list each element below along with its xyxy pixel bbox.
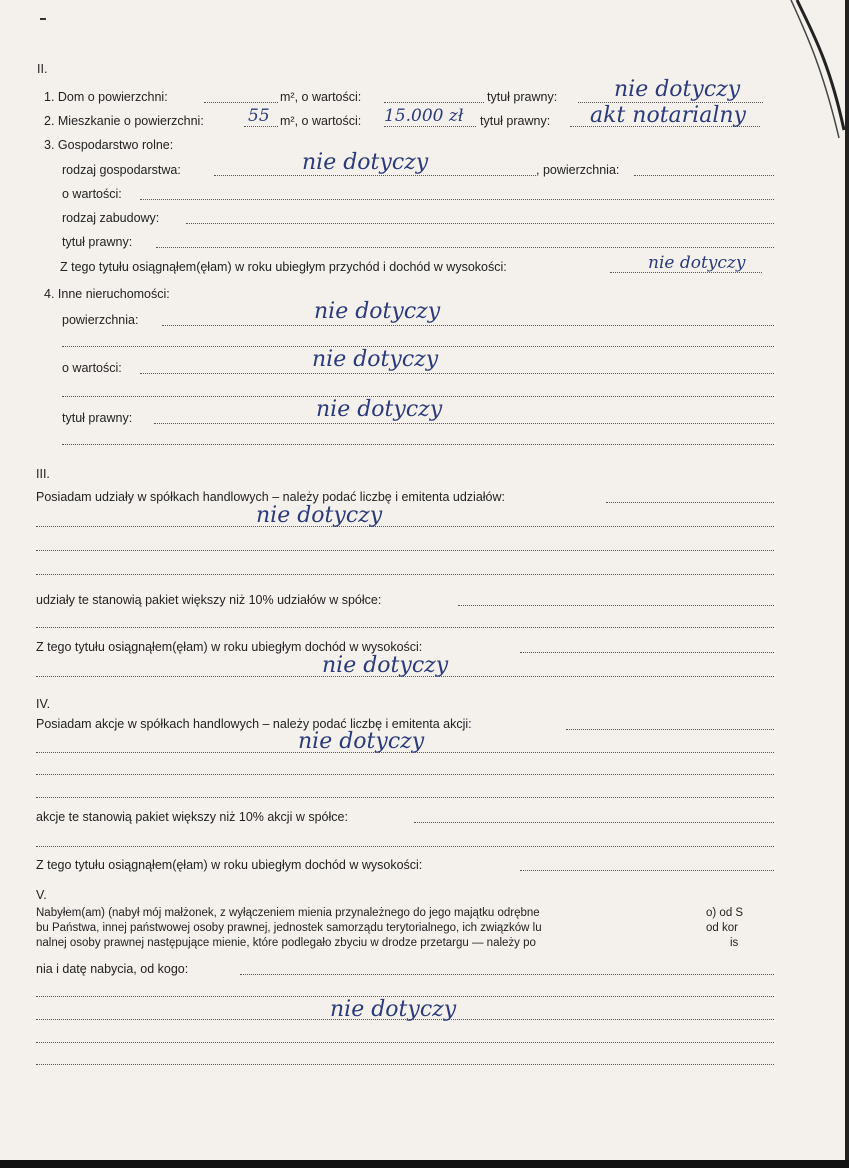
section-3-heading: III. — [36, 467, 50, 481]
house-value-label: m², o wartości: — [280, 90, 362, 104]
scan-right-border — [845, 0, 849, 1168]
shares-handwriting: nie dotyczy — [256, 503, 383, 528]
stocks-field-4[interactable] — [36, 797, 774, 798]
farm-income-label: Z tego tytułu osiągnąłem(ęłam) w roku ubiegłym przychód i dochód w wysokości: — [60, 260, 507, 274]
flat-title-label: tytuł prawny: — [480, 114, 551, 128]
other-title-handwriting: nie dotyczy — [316, 397, 443, 422]
farm-type-handwriting: nie dotyczy — [302, 150, 429, 175]
shares-field-4[interactable] — [36, 574, 774, 575]
flat-area-handwriting: 55 — [248, 106, 270, 126]
farm-build-label: rodzaj zabudowy: — [62, 211, 160, 225]
shares-label: Posiadam udziały w spółkach handlowych – należy podać liczbę i emitenta udziałów: — [36, 490, 506, 504]
other-property-label: 4. Inne nieruchomości: — [44, 287, 170, 301]
shares-income-label: Z tego tytułu osiągnąłem(ęłam) w roku ubiegłym dochód w wysokości: — [36, 640, 423, 654]
stocks-income-field[interactable] — [520, 870, 774, 871]
farm-value-label: o wartości: — [62, 187, 122, 201]
flat-area-label: 2. Mieszkanie o powierzchni: — [44, 114, 204, 128]
flat-value-label: m², o wartości: — [280, 114, 362, 128]
acquisition-field[interactable] — [240, 974, 774, 975]
house-area-label: 1. Dom o powierzchni: — [44, 90, 168, 104]
section-4-heading: IV. — [36, 697, 51, 711]
shares-field-3[interactable] — [36, 550, 774, 551]
stocks-label: Posiadam akcje w spółkach handlowych – należy podać liczbę i emitenta akcji: — [36, 717, 472, 731]
flat-value-handwriting: 15.000 zł — [384, 106, 464, 126]
other-area-label: powierzchnia: — [62, 313, 139, 327]
acquisition-text-line-2-end: od kor — [706, 922, 738, 934]
scan-mark — [40, 18, 46, 20]
acquisition-handwriting: nie dotyczy — [330, 997, 457, 1022]
stocks-handwriting: nie dotyczy — [298, 729, 425, 754]
scan-bottom-border — [0, 1160, 849, 1168]
shares-income-field-2[interactable] — [36, 676, 774, 677]
house-title-handwriting: nie dotyczy — [614, 77, 741, 102]
section-2-heading: II. — [37, 62, 48, 76]
acquisition-field-5[interactable] — [36, 1064, 774, 1065]
acquisition-text-line-1-end: o) od S — [706, 907, 744, 919]
acquisition-text-line-1: Nabyłem(am) (nabył mój małżonek, z wyłączeniem mienia przynależnego do jego majątku odrębne — [36, 907, 540, 919]
acquisition-text-line-2: bu Państwa, innej państwowej osoby prawnej, jednostek samorządu terytorialnego, ich związków lu — [36, 922, 542, 934]
shares-packet-field-2[interactable] — [36, 627, 774, 628]
other-area-field[interactable] — [162, 325, 774, 326]
section-5-heading: V. — [36, 888, 47, 902]
farm-label: 3. Gospodarstwo rolne: — [44, 138, 174, 152]
stocks-packet-label: akcje te stanowią pakiet większy niż 10% akcji w spółce: — [36, 810, 348, 824]
shares-field[interactable] — [606, 502, 774, 503]
stocks-packet-field[interactable] — [414, 822, 774, 823]
stocks-packet-field-2[interactable] — [36, 846, 774, 847]
shares-income-field[interactable] — [520, 652, 774, 653]
other-area-handwriting: nie dotyczy — [314, 299, 441, 324]
farm-build-field[interactable] — [186, 223, 774, 224]
farm-area-field[interactable] — [634, 175, 774, 176]
shares-field-2[interactable] — [36, 526, 774, 527]
acquisition-field-4[interactable] — [36, 1042, 774, 1043]
farm-value-field[interactable] — [140, 199, 774, 200]
stocks-field-2[interactable] — [36, 752, 774, 753]
stocks-income-label: Z tego tytułu osiągnąłem(ęłam) w roku ubiegłym dochód w wysokości: — [36, 858, 423, 872]
farm-title-label: tytuł prawny: — [62, 235, 133, 249]
acquisition-text-line-3: nalnej osoby prawnej następujące mienie, które podlegało zbyciu w drodze przetargu — należy po — [36, 937, 536, 949]
farm-title-field[interactable] — [156, 247, 774, 248]
other-title-field-2[interactable] — [62, 444, 774, 445]
farm-income-handwriting: nie dotyczy — [648, 253, 746, 273]
farm-type-label: rodzaj gospodarstwa: — [62, 163, 181, 177]
house-value-field[interactable] — [384, 102, 484, 103]
other-title-label: tytuł prawny: — [62, 411, 133, 425]
shares-income-handwriting: nie dotyczy — [322, 653, 449, 678]
shares-packet-label: udziały te stanowią pakiet większy niż 10% udziałów w spółce: — [36, 593, 382, 607]
acquisition-text-line-4: nia i datę nabycia, od kogo: — [36, 962, 189, 976]
stocks-field-3[interactable] — [36, 774, 774, 775]
house-title-label: tytuł prawny: — [487, 90, 558, 104]
other-title-field[interactable] — [154, 423, 774, 424]
farm-area-label: , powierzchnia: — [536, 163, 620, 177]
other-value-label: o wartości: — [62, 361, 122, 375]
acquisition-text-line-3-end: is — [730, 937, 739, 949]
scan-edge-shadow — [789, 0, 849, 140]
house-area-field[interactable] — [204, 102, 278, 103]
other-value-handwriting: nie dotyczy — [312, 347, 439, 372]
farm-type-field[interactable] — [214, 175, 536, 176]
stocks-field[interactable] — [566, 729, 774, 730]
shares-packet-field[interactable] — [458, 605, 774, 606]
other-value-field[interactable] — [140, 373, 774, 374]
flat-title-handwriting: akt notarialny — [590, 103, 746, 128]
